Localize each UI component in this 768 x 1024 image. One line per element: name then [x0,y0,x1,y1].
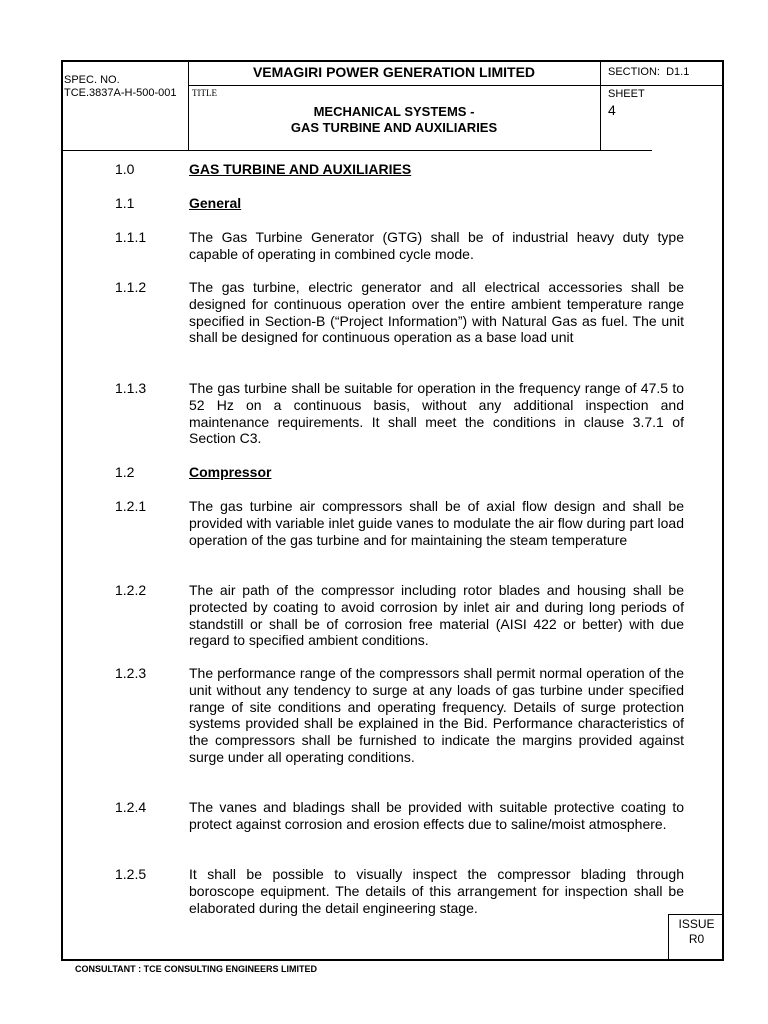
clause-text: The performance range of the compressors shall permit normal operation of the unit without any tendency to surge at any loads of gas turbine under specified range of site conditions and operating frequency. Details of surge protection systems provided shall be explained in the Bid. Performance characteristics of the compressors shall be furnished to indicate the margins provided against surge under all operating conditions. [189,665,684,765]
issue-box [668,914,724,961]
header-divider [600,61,601,150]
clause-text: It shall be possible to visually inspect the compressor blading through boroscope equipment. The details of this arrangement for inspection shall be elaborated during the detail engineering stage. [189,866,684,916]
sheet-label: SHEET [608,88,645,100]
clause-number: 1.2.1 [115,498,147,514]
clause-number: 1.2.2 [115,582,147,598]
clause-number: 1.1.3 [115,380,147,396]
company-name: VEMAGIRI POWER GENERATION LIMITED [252,64,536,80]
spec-number: TCE.3837A-H-500-001 [64,87,177,99]
section-field [608,66,689,78]
issue-label: ISSUE [678,917,715,931]
clause-number: 1.1.2 [115,279,147,295]
clause-number: 1.2.4 [115,799,147,815]
clause-text: The air path of the compressor including rotor blades and housing shall be protected by coating to avoid corrosion by inlet air and during long periods of standstill or shall be of corrosion free material (AISI 422 or better) with due regard to specified ambient conditions. [189,582,684,649]
spec-block [64,74,177,100]
heading-number: 1.0 [115,161,135,177]
section-value: D1.1 [666,66,690,78]
heading-number: 1.1 [115,195,135,211]
title-label: TITLE [192,88,217,98]
heading-text: Compressor [189,464,272,480]
clause-number: 1.2.5 [115,866,147,882]
document-title [188,104,600,136]
issue-value: R0 [688,932,705,946]
sheet-number: 4 [608,102,616,118]
heading-text: General [189,195,242,211]
title-line-1: MECHANICAL SYSTEMS - [313,104,475,119]
clause-text: The vanes and bladings shall be provided with suitable protective coating to protect against corrosion and erosion effects due to saline/moist atmosphere. [189,799,684,832]
heading-text: GAS TURBINE AND AUXILIARIES [189,161,412,177]
heading-number: 1.2 [115,464,135,480]
clause-number: 1.2.3 [115,665,147,681]
clause-text: The Gas Turbine Generator (GTG) shall be of industrial heavy duty type capable of operating in combined cycle mode. [189,229,684,262]
clause-text: The gas turbine shall be suitable for operation in the frequency range of 47.5 to 52 Hz on a continuous basis, without any additional inspection and maintenance requirements. It shall meet the conditions in clause 3.7.1 of Section C3. [189,380,684,447]
title-line-2: GAS TURBINE AND AUXILIARIES [290,120,498,135]
clause-text: The gas turbine, electric generator and all electrical accessories shall be designed for continuous operation over the entire ambient temperature range specified in Section-B (“Project Information”) with Natural Gas as fuel. The unit shall be designed for continuous operation as a base load unit [189,279,684,346]
clause-number: 1.1.1 [115,229,147,245]
header-divider [188,85,724,86]
clause-text: The gas turbine air compressors shall be of axial flow design and shall be provided with variable inlet guide vanes to modulate the air flow during part load operation of the gas turbine and for maintaining the steam temperature [189,498,684,548]
spec-label: SPEC. NO. [64,74,120,86]
header-divider [61,150,652,151]
consultant-footer: CONSULTANT : TCE CONSULTING ENGINEERS LIMITED [75,964,317,974]
section-label: SECTION: [608,66,660,78]
